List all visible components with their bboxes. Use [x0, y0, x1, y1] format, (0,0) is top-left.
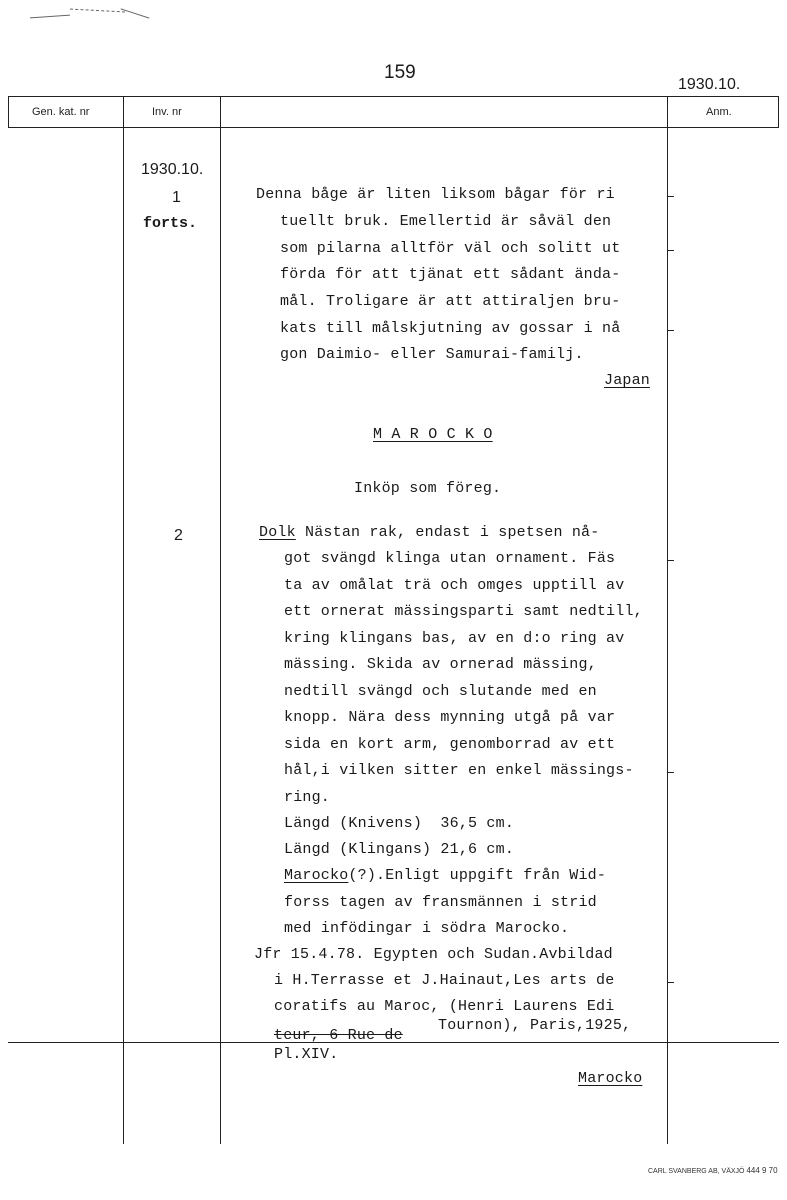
column-divider-text-anm: [667, 96, 668, 1144]
description-line: sida en kort arm, genomborrad av ett: [284, 736, 616, 753]
object-name: Dolk: [259, 524, 296, 541]
measurement-line: Längd (Knivens) 36,5 cm.: [284, 815, 515, 832]
description-line: tuellt bruk. Emellertid är såväl den: [280, 213, 612, 230]
description-line: hål,i vilken sitter en enkel mässings-: [284, 762, 634, 779]
provenance-line: forss tagen av fransmännen i strid: [284, 894, 597, 911]
catalog-id-header: 1930.10.: [678, 76, 741, 93]
provenance-line: (?).Enligt uppgift från Wid-: [348, 867, 607, 884]
printer-name: CARL SVANBERG AB, VÄXJÖ: [648, 1168, 745, 1175]
continued-marker: forts.: [143, 215, 198, 232]
right-border: [778, 96, 779, 128]
description-line: ring.: [284, 789, 331, 806]
entry-catalog-id: 1930.10.: [141, 161, 204, 178]
struck-text: teur, 6 Rue de: [274, 1027, 403, 1044]
description-line: Denna båge är liten liksom bågar för ri: [256, 186, 615, 203]
measurement-line: Längd (Klingans) 21,6 cm.: [284, 841, 515, 858]
description-line: gon Daimio- eller Samurai-familj.: [280, 346, 584, 363]
reference-line: i H.Terrasse et J.Hainaut,Les arts de: [274, 972, 615, 989]
provenance-place: Marocko: [284, 867, 349, 884]
pencil-mark: [70, 9, 125, 13]
description-line: mässing. Skida av ornerad mässing,: [284, 656, 597, 673]
pencil-mark: [121, 8, 150, 18]
column-divider-gen-inv: [123, 96, 124, 1144]
hyphen-tick: [668, 560, 674, 561]
hyphen-tick: [668, 772, 674, 773]
left-border: [8, 96, 9, 128]
description-line: ta av omålat trä och omges upptill av: [284, 577, 625, 594]
description-line: mål. Troligare är att attiraljen bru-: [280, 293, 621, 310]
description-line: Nästan rak, endast i spetsen nå-: [295, 524, 600, 541]
section-subtitle: Inköp som föreg.: [354, 480, 502, 497]
printer-mark: [648, 1166, 778, 1175]
reference-line: Pl.XIV.: [274, 1046, 339, 1063]
column-header-inv: Inv. nr: [152, 106, 182, 118]
hyphen-tick: [668, 250, 674, 251]
origin-label: Marocko: [578, 1070, 643, 1087]
pencil-mark: [30, 15, 70, 19]
description-line: knopp. Nära dess mynning utgå på var: [284, 709, 616, 726]
inventory-number: 2: [174, 527, 183, 544]
description-line: kring klingans bas, av en d:o ring av: [284, 630, 625, 647]
hyphen-tick: [668, 196, 674, 197]
hyphen-tick: [668, 330, 674, 331]
inventory-number: 1: [172, 189, 181, 206]
description-line: ett ornerat mässingsparti samt nedtill,: [284, 603, 643, 620]
provenance-line: med infödingar i södra Marocko.: [284, 920, 570, 937]
description-line: förda för att tjänat ett sådant ända-: [280, 266, 621, 283]
page-number: 159: [384, 62, 416, 83]
form-number: 444 9 70: [746, 1166, 778, 1175]
column-header-gen-kat: Gen. kat. nr: [32, 106, 90, 118]
column-divider-inv-text: [220, 96, 221, 1144]
description-line: kats till målskjutning av gossar i nå: [280, 320, 621, 337]
hyphen-tick: [668, 982, 674, 983]
description-line: nedtill svängd och slutande med en: [284, 683, 597, 700]
section-title: M A R O C K O: [373, 426, 493, 443]
reference-line: coratifs au Maroc, (Henri Laurens Edi: [274, 998, 615, 1015]
column-header-anm: Anm.: [706, 106, 732, 118]
reference-line: Tournon), Paris,1925,: [438, 1017, 632, 1034]
description-line: got svängd klinga utan ornament. Fäs: [284, 550, 616, 567]
origin-label: Japan: [604, 372, 651, 389]
reference-line: Jfr 15.4.78. Egypten och Sudan.Avbildad: [254, 946, 613, 963]
description-line: som pilarna alltför väl och solitt ut: [280, 240, 621, 257]
